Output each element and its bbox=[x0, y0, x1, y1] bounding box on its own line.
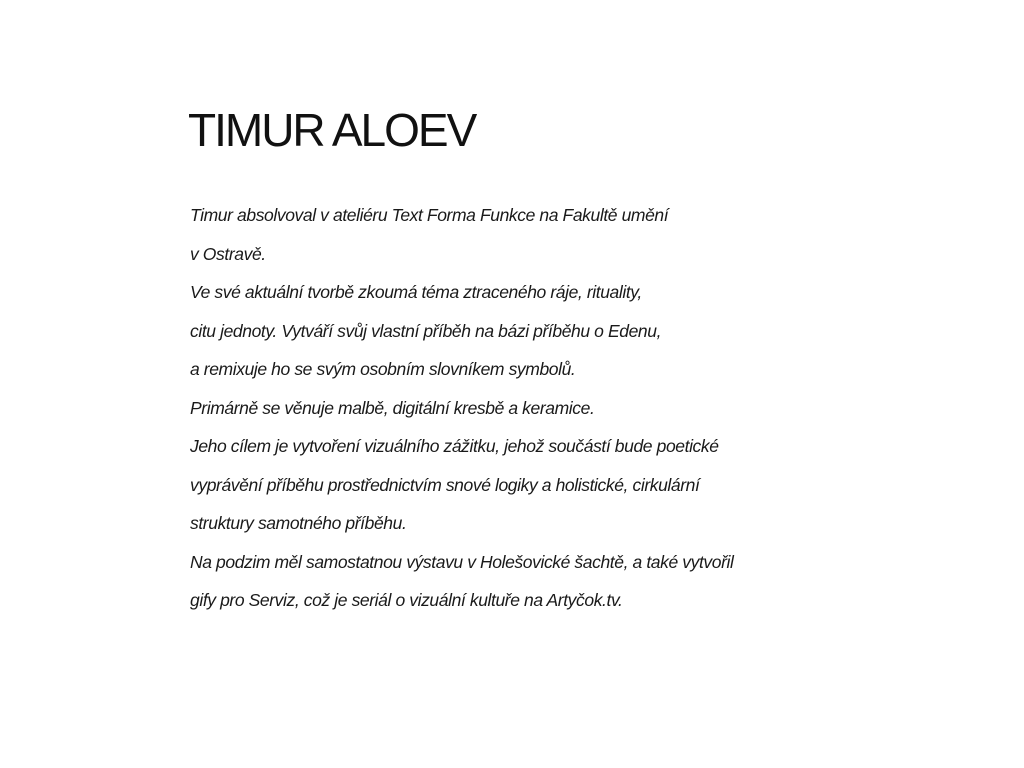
page-title: TIMUR ALOEV bbox=[188, 104, 476, 156]
bio-line: v Ostravě. bbox=[190, 243, 266, 264]
bio-line: Ve své aktuální tvorbě zkoumá téma ztraceného ráje, rituality, bbox=[190, 282, 642, 302]
bio-line: Primárně se věnuje malbě, digitální kresbě a keramice. bbox=[190, 397, 595, 418]
bio-line: struktury samotného příběhu. bbox=[190, 513, 407, 533]
bio-line: Na podzim měl samostatnou výstavu v Holešovické šachtě, a také vytvořil bbox=[190, 551, 734, 572]
bio-line: Timur absolvoval v ateliéru Text Forma Funkce na Fakultě umění bbox=[190, 205, 669, 225]
bio-line: Jeho cílem je vytvoření vizuálního zážitku, jehož součástí bude poetické bbox=[190, 436, 719, 456]
bio-line: citu jednoty. Vytváří svůj vlastní příběh na bázi příběhu o Edenu, bbox=[190, 320, 662, 341]
bio-line: vyprávění příběhu prostřednictvím snové logiky a holistické, cirkulární bbox=[190, 474, 700, 495]
biography-text bbox=[190, 200, 734, 615]
bio-line: a remixuje ho se svým osobním slovníkem symbolů. bbox=[190, 359, 576, 379]
bio-line: gify pro Serviz, což je seriál o vizuální kultuře na Artyčok.tv. bbox=[190, 590, 623, 610]
